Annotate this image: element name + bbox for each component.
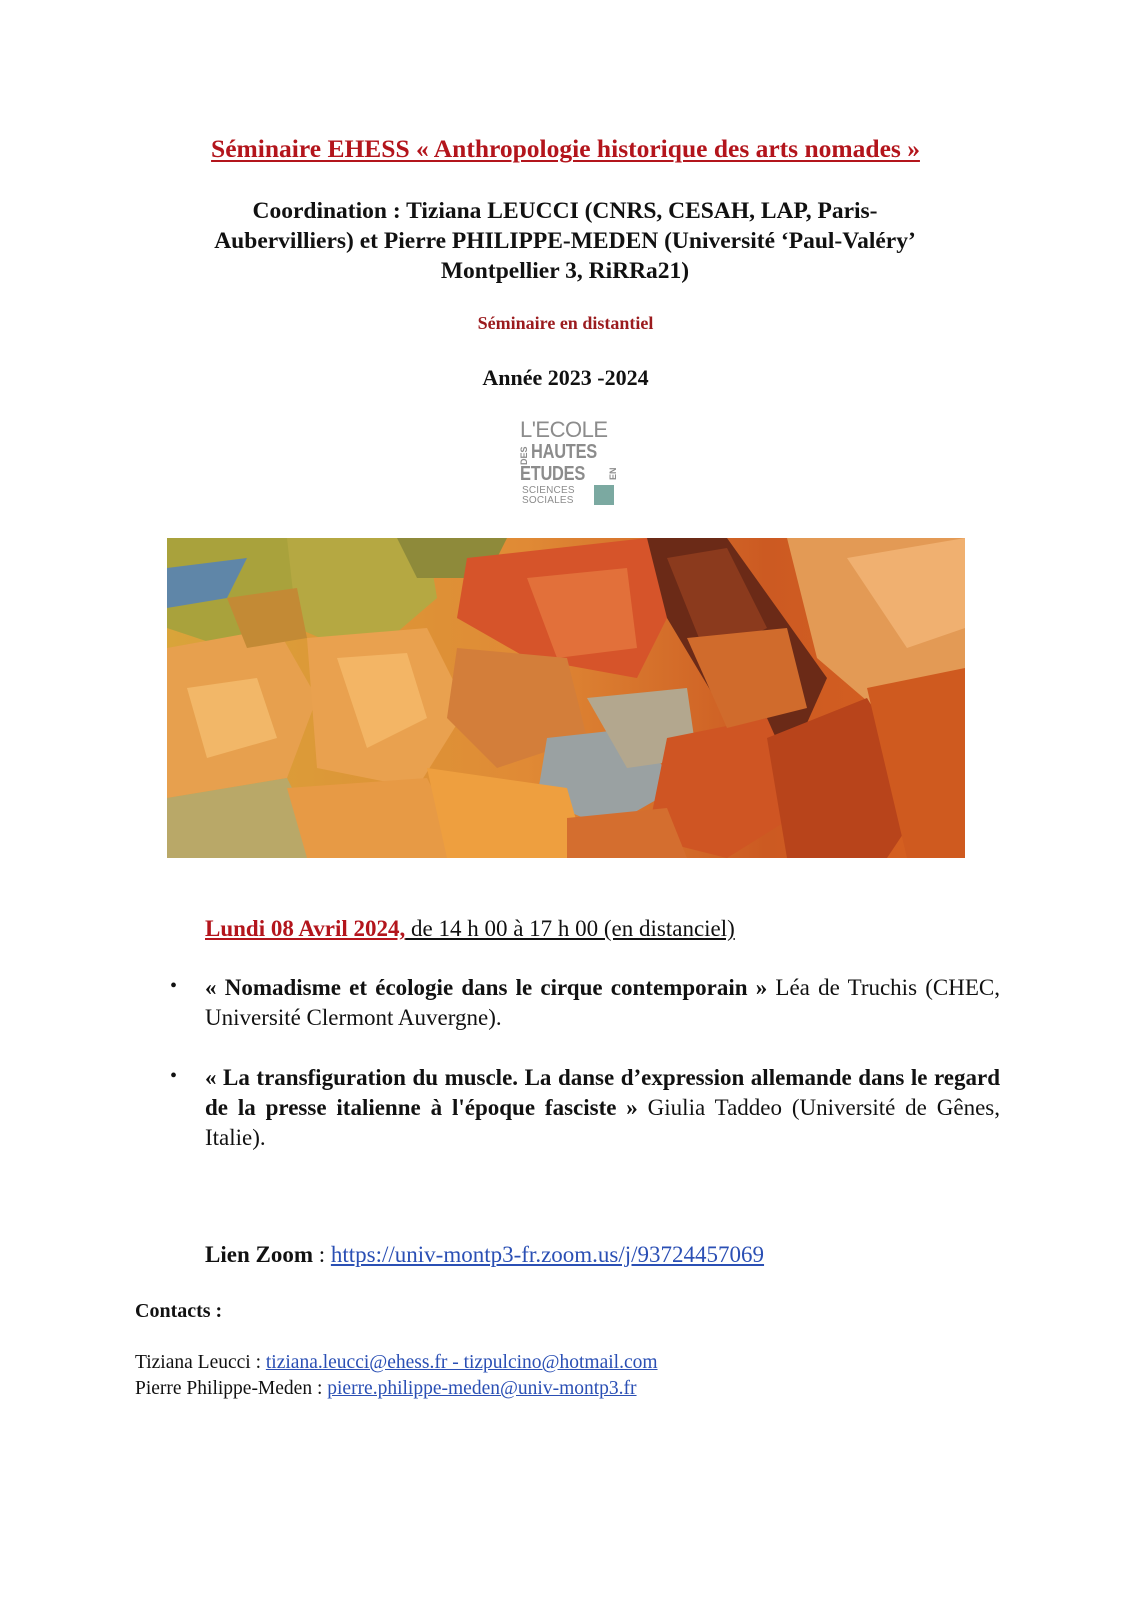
logo-text-des: DES <box>519 446 529 466</box>
coordination-line: Coordination : Tiziana LEUCCI (CNRS, CESAH, LAP, Paris- <box>252 198 878 224</box>
ehess-logo <box>520 419 620 515</box>
logo-teal-square <box>594 485 614 505</box>
academic-year: Année 2023 -2024 <box>482 365 649 390</box>
coordination-line: Montpellier 3, RiRRa21) <box>440 258 690 284</box>
talk-list <box>170 973 1000 1183</box>
logo-text-sciences: SCIENCES <box>522 485 575 496</box>
bullet-icon: • <box>170 1065 178 1087</box>
zoom-separator: : <box>312 1242 331 1267</box>
session-time: de 14 h 00 à 17 h 00 (en distanciel) <box>405 916 735 941</box>
contacts-heading: Contacts : <box>135 1300 223 1322</box>
logo-text-ecole: L'ECOLE <box>520 417 608 442</box>
logo-text-en: EN <box>608 467 618 481</box>
zoom-link-row <box>205 1240 764 1270</box>
session-datetime <box>205 914 735 944</box>
talk-speaker: Léa de Truchis (CHEC, Université Clermont Auvergne). <box>205 975 1000 1030</box>
session-date: Lundi 08 Avril 2024, <box>205 916 406 941</box>
logo-text-sociales: SOCIALES <box>522 495 574 506</box>
seminar-title-text: Séminaire EHESS « Anthropologie historique des arts nomades » <box>211 134 920 163</box>
zoom-link[interactable]: https://univ-montp3-fr.zoom.us/j/93724457069 <box>330 1242 765 1267</box>
talk-title: « La transfiguration du muscle. La danse d’expression allemande dans le regard de la presse italienne à l'époque fasciste » <box>205 1065 1000 1120</box>
talk-item <box>170 1063 1000 1153</box>
abstract-painting-image <box>167 538 965 858</box>
contact-email-link[interactable]: tiziana.leucci@ehess.fr - tizpulcino@hotmail.com <box>265 1352 658 1373</box>
talk-title: « Nomadisme et écologie dans le cirque contemporain » <box>205 975 768 1000</box>
contact-name: Pierre Philippe-Meden : <box>135 1378 328 1399</box>
format-subtitle: Séminaire en distantiel <box>477 313 654 333</box>
contact-name: Tiziana Leucci : <box>135 1352 266 1373</box>
logo-text-hautes: HAUTES <box>531 441 597 463</box>
contact-email-link[interactable]: pierre.philippe-meden@univ-montp3.fr <box>327 1378 637 1399</box>
logo-text-etudes: ETUDES <box>520 463 586 485</box>
contact-row <box>135 1350 658 1376</box>
coordination-block <box>140 196 990 286</box>
zoom-label: Lien Zoom <box>205 1242 313 1267</box>
coordination-line: Aubervilliers) et Pierre PHILIPPE-MEDEN (Université ‘Paul-Valéry’ <box>214 228 916 254</box>
talk-speaker: Giulia Taddeo (Université de Gênes, Italie). <box>205 1095 1000 1150</box>
bullet-icon: • <box>170 975 178 997</box>
talk-item <box>170 973 1000 1033</box>
contact-row <box>135 1376 637 1402</box>
seminar-title <box>0 133 1131 165</box>
